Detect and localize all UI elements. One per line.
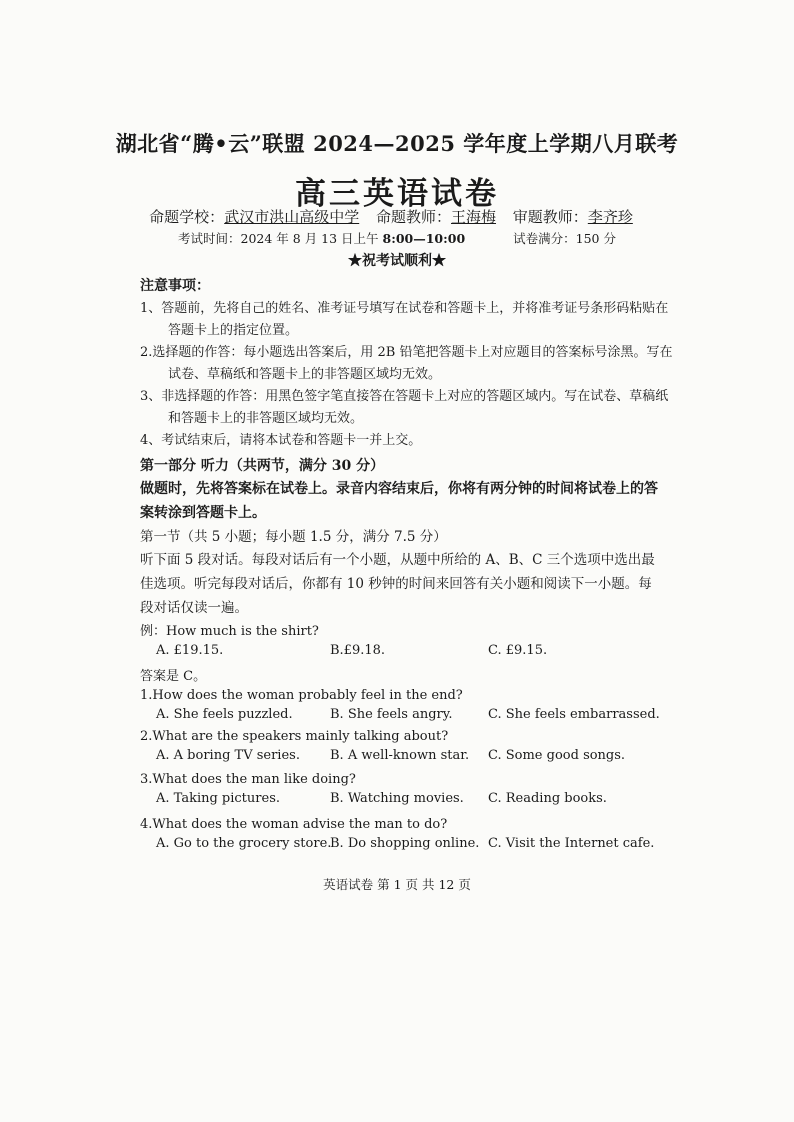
score-text: 试卷满分：150 分 [513, 231, 616, 246]
question-text: 2.What are the speakers mainly talking about? [140, 729, 449, 744]
option-a: A. Go to the grocery store. [156, 836, 332, 851]
example-answer: 答案是 C。 [140, 669, 207, 684]
option-a: A. A boring TV series. [156, 748, 300, 763]
time-label: 考试时间：2024 年 8 月 13 日上午 [178, 231, 383, 246]
option-c: C. She feels embarrassed. [488, 707, 660, 722]
option-c: C. Reading books. [488, 791, 607, 806]
option-b: B. Watching movies. [330, 791, 464, 806]
exam-meta-row [0, 206, 794, 227]
part1-intro: 做题时，先将答案标在试卷上。录音内容结束后，你将有两分钟的时间将试卷上的答案转涂到答题卡上。 [140, 481, 658, 521]
exam-main-title: 高三英语试卷 [295, 176, 499, 212]
exam-time-row [0, 229, 794, 247]
question-text: 4.What does the woman advise the man to do? [140, 817, 448, 832]
notice-item: 1、答题前，先将自己的姓名、准考证号填写在试卷和答题卡上，并将准考证号条形码粘贴在答题卡上的指定位置。 [140, 301, 669, 338]
option-row [140, 791, 680, 811]
question-text: 1.How does the woman probably feel in the end? [140, 688, 463, 703]
option-row [140, 836, 680, 856]
option-c: C. Visit the Internet cafe. [488, 836, 655, 851]
question-text: 例：How much is the shirt? [140, 624, 319, 639]
time-value: 8:00—10:00 [382, 231, 466, 246]
option-b: B. Do shopping online. [330, 836, 480, 851]
option-row [140, 748, 680, 768]
option-c: C. Some good songs. [488, 748, 626, 763]
blessing-text: ★祝考试顺利★ [348, 253, 446, 269]
notice-list [140, 298, 680, 452]
page-footer: 英语试卷 第 1 页 共 12 页 [323, 877, 471, 892]
option-c: C. £9.15. [488, 643, 548, 658]
author-label: 命题教师： [375, 208, 451, 226]
notice-item: 2.选择题的作答：每小题选出答案后，用 2B 铅笔把答题卡上对应题目的答案标号涂黑。写在试卷、草稿纸和答题卡上的非答题区域均无效。 [140, 345, 673, 382]
question-2 [140, 729, 680, 768]
exam-header-title: 湖北省“腾•云”联盟 2024—2025 学年度上学期八月联考 [115, 131, 679, 156]
section1-heading: 第一节（共 5 小题；每小题 1.5 分，满分 7.5 分） [140, 529, 447, 545]
notice-heading: 注意事项： [140, 278, 210, 294]
example-question [140, 620, 680, 684]
option-a: A. £19.15. [156, 643, 224, 658]
option-b: B. She feels angry. [330, 707, 453, 722]
reviewer-label: 审题教师： [512, 208, 588, 226]
question-text: 3.What does the man like doing? [140, 772, 356, 787]
question-4 [140, 817, 680, 856]
option-row [140, 643, 680, 663]
option-a: A. She feels puzzled. [156, 707, 293, 722]
question-3 [140, 772, 680, 811]
part1-heading: 第一部分 听力（共两节，满分 30 分） [140, 458, 385, 474]
author-value: 王海梅 [451, 208, 497, 226]
school-value: 武汉市洪山高级中学 [224, 208, 360, 226]
school-label: 命题学校： [149, 208, 225, 226]
notice-item: 3、非选择题的作答：用黑色签字笔直接答在答题卡上对应的答题区域内。写在试卷、草稿纸和答题卡上的非答题区域均无效。 [140, 389, 669, 426]
option-b: B.£9.18. [330, 643, 386, 658]
notice-item: 4、考试结束后，请将本试卷和答题卡一并上交。 [140, 433, 422, 448]
option-row [140, 707, 680, 727]
question-1 [140, 688, 680, 727]
option-a: A. Taking pictures. [156, 791, 280, 806]
section1-intro: 听下面 5 段对话。每段对话后有一个小题，从题中所给的 A、B、C 三个选项中选出最佳选项。听完每段对话后，你都有 10 秒钟的时间来回答有关小题和阅读下一小题。每段对话仅读一遍。 [140, 552, 655, 616]
option-b: B. A well-known star. [330, 748, 470, 763]
reviewer-value: 李齐珍 [587, 208, 633, 226]
